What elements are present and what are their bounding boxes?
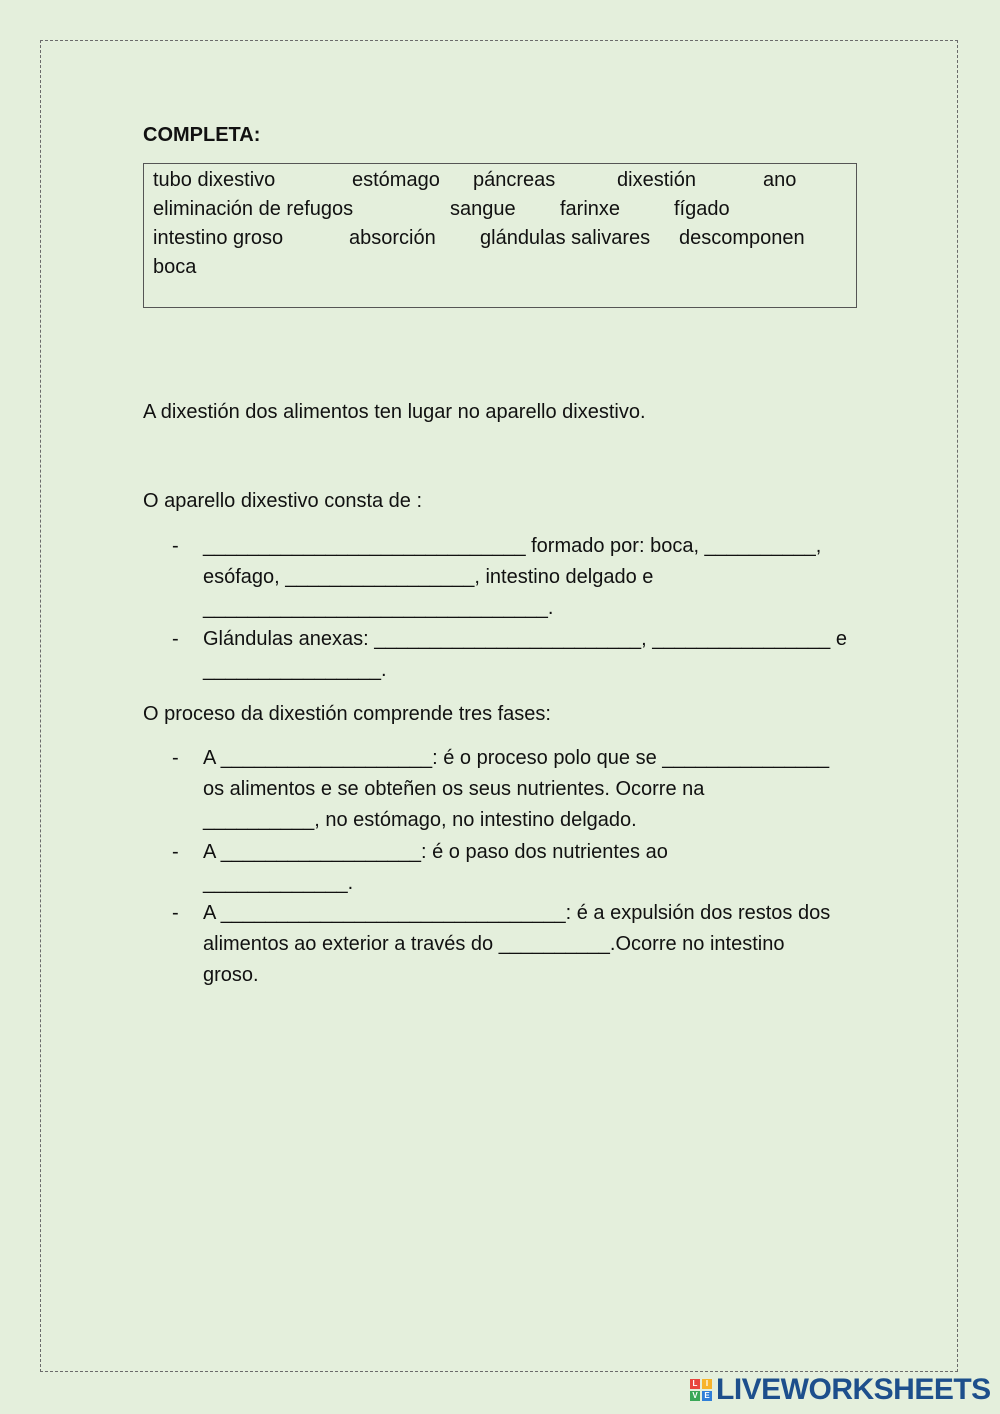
word-bank-word: intestino groso [153,227,284,249]
fill-in-line[interactable]: __________, no estómago, no intestino delgado. [203,809,637,831]
word-bank-word: descomponen [679,227,805,249]
fill-in-line[interactable]: Glándulas anexas: ________________________, ________________ e [203,628,847,650]
list-bullet: - [172,628,179,650]
fill-in-line[interactable]: esófago, _________________, intestino delgado e [203,566,654,588]
word-bank-word: absorción [349,227,436,249]
logo-mark-icon [690,1379,712,1401]
logo-mark-letter: L [690,1379,700,1389]
fill-in-line[interactable]: _____________. [203,872,354,894]
logo-text: LIVEWORKSHEETS [716,1373,991,1406]
fill-in-line[interactable]: alimentos ao exterior a través do __________.Ocorre no intestino [203,933,785,955]
word-bank [143,163,857,308]
word-bank-word: glándulas salivares [480,227,651,249]
word-bank-word: sangue [450,198,516,220]
fill-in-line[interactable]: A _______________________________: é a expulsión dos restos dos [203,902,831,924]
section-heading: O aparello dixestivo consta de : [143,490,423,512]
fill-in-line[interactable]: A __________________: é o paso dos nutrientes ao [203,841,668,863]
list-bullet: - [172,535,179,557]
word-bank-word: eliminación de refugos [153,198,354,220]
list-bullet: - [172,902,179,924]
fill-in-line[interactable]: _____________________________ formado por: boca, __________, [203,535,822,557]
word-bank-word: ano [763,169,797,191]
section-heading: O proceso da dixestión comprende tres fases: [143,703,551,725]
logo-mark-letter: I [702,1379,712,1389]
intro-sentence: A dixestión dos alimentos ten lugar no aparello dixestivo. [143,401,646,423]
word-bank-word: farinxe [560,198,621,220]
logo-mark-letter: V [690,1391,700,1401]
list-bullet: - [172,747,179,769]
list-bullet: - [172,841,179,863]
word-bank-word: dixestión [617,169,696,191]
fill-in-line[interactable]: A ___________________: é o proceso polo que se _______________ [203,747,830,769]
word-bank-word: fígado [674,198,730,220]
logo-mark-letter: E [702,1391,712,1401]
worksheet-title: COMPLETA: [143,124,261,146]
fill-in-line[interactable]: _______________________________. [203,597,554,619]
fill-in-line: os alimentos e se obteñen os seus nutrientes. Ocorre na [203,778,705,800]
word-bank-word: tubo dixestivo [153,169,276,191]
fill-in-line: groso. [203,964,259,986]
liveworksheets-logo[interactable] [690,1374,991,1406]
word-bank-word: estómago [352,169,440,191]
word-bank-word: páncreas [473,169,556,191]
fill-in-line[interactable]: ________________. [203,659,387,681]
word-bank-word: boca [153,256,197,278]
